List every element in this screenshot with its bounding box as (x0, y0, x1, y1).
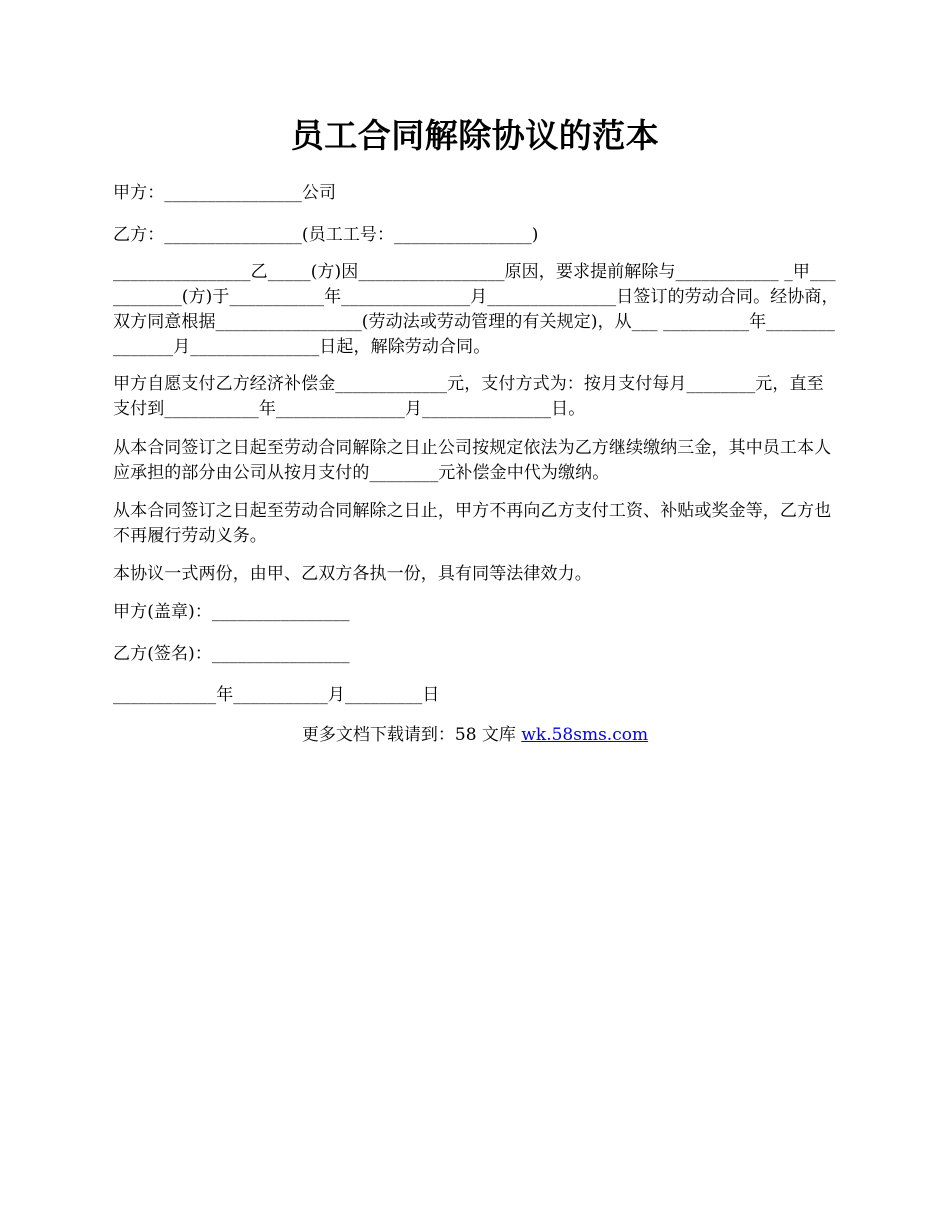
date-line (113, 683, 839, 708)
compensation-paragraph (113, 372, 839, 422)
party-b-signature-text: 乙方(签名)：________________ (113, 644, 350, 664)
termination-paragraph (113, 260, 839, 360)
party-b-line (113, 223, 839, 248)
insurance-paragraph (113, 436, 839, 486)
party-a-text: 甲方：________________公司 (113, 183, 337, 203)
termination-text: ________________乙_____(方)因_________________原因，要求提前解除与____________ _甲___________(方)于___________年_______________月_______________日签订的劳动合同。经协商，双方同意根据_________________(劳动法或劳动管理的有关规定)，从___ __________年_______________月_______________日起，解除劳动合同。 (113, 262, 839, 357)
obligations-paragraph (113, 499, 839, 549)
party-a-signature-line (113, 600, 839, 625)
date-text: ____________年___________月_________日 (113, 685, 440, 705)
compensation-text: 甲方自愿支付乙方经济补偿金_____________元，支付方式为：按月支付每月________元，直至支付到___________年_______________月_______________日。 (113, 374, 824, 419)
party-b-signature-line (113, 642, 839, 667)
party-a-signature-text: 甲方(盖章)：________________ (113, 602, 350, 622)
insurance-text: 从本合同签订之日起至劳动合同解除之日止公司按规定依法为乙方继续缴纳三金，其中员工本人应承担的部分由公司从按月支付的________元补偿金中代为缴纳。 (113, 438, 832, 483)
copies-text: 本协议一式两份，由甲、乙双方各执一份，具有同等法律效力。 (113, 564, 592, 584)
party-a-line (113, 181, 839, 206)
footer-link[interactable]: wk.58sms.com (521, 725, 649, 745)
party-b-text: 乙方：________________(员工工号：________________) (113, 225, 539, 245)
footer (0, 723, 950, 748)
document-title: 员工合同解除协议的范本 (290, 116, 660, 155)
footer-prefix: 更多文档下载请到：58 文库 (301, 725, 522, 745)
obligations-text: 从本合同签订之日起至劳动合同解除之日止，甲方不再向乙方支付工资、补贴或奖金等，乙方也不再履行劳动义务。 (113, 501, 832, 546)
copies-paragraph (113, 562, 839, 587)
